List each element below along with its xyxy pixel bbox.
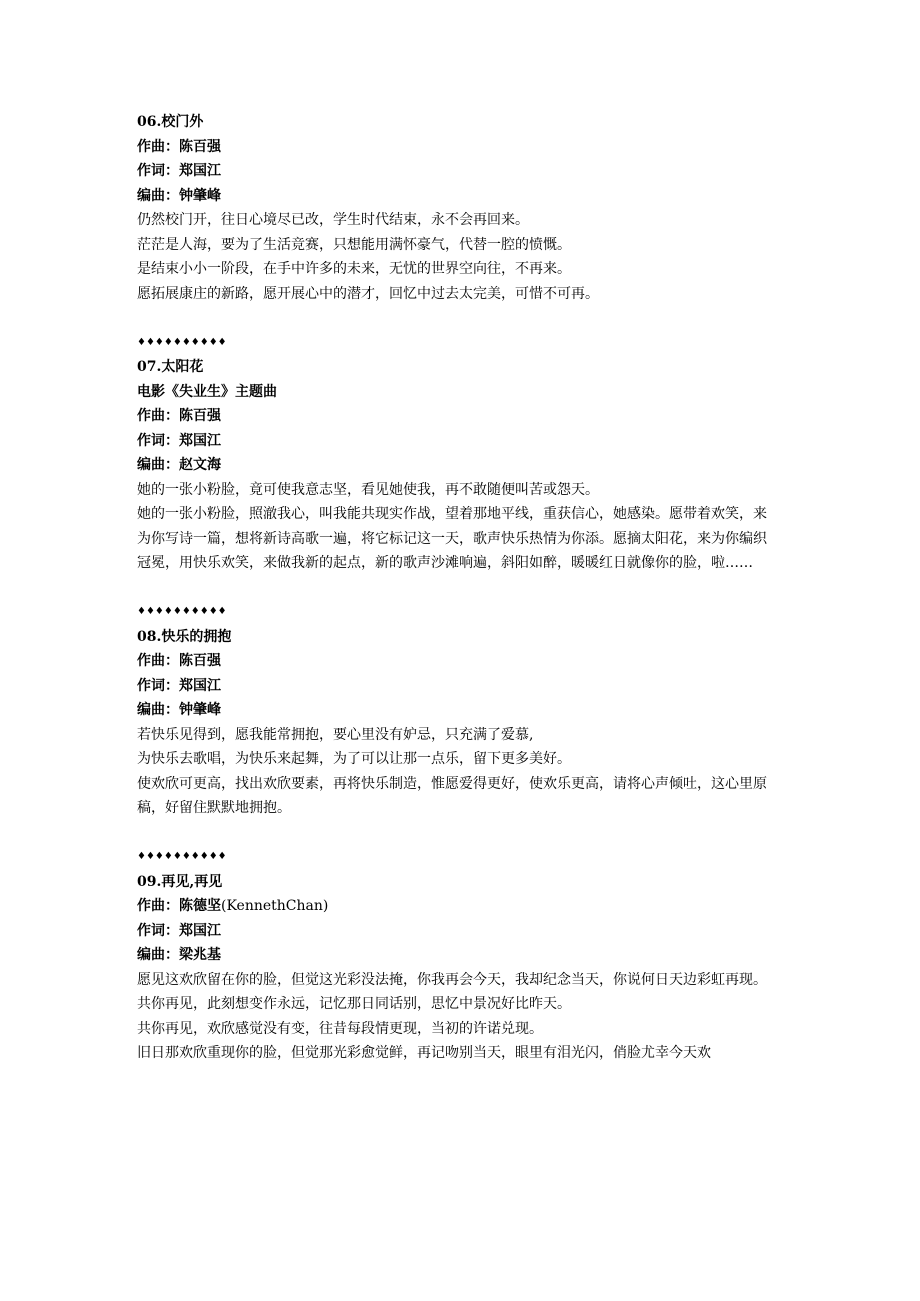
lyric-paragraph: 她的一张小粉脸，照澈我心，叫我能共现实作战，望着那地平线，重获信心，她感染。愿带着欢笑，来为你写诗一篇，想将新诗高歌一遍，将它标记这一天，歌声快乐热情为你添。愿摘太阳花，来为你编织冠冕，用快乐欢笑，来做我新的起点，新的歌声沙滩响遍，斜阳如醉，暖暖红日就像你的脸，啦…… <box>137 506 767 571</box>
spacer <box>137 821 777 846</box>
lyric-paragraph: 使欢欣可更高，找出欢欣要素，再将快乐制造，惟愿爱得更好，使欢乐更高，请将心声倾吐，这心里原稿，好留住默默地拥抱。 <box>137 775 767 816</box>
song-subtitle: 电影《失业生》主题曲 <box>137 383 277 400</box>
song-lyricist: 作词：郑国江 <box>137 163 221 179</box>
lyric-line: 为快乐去歌唱，为快乐来起舞，为了可以让那一点乐，留下更多美好。 <box>137 751 571 767</box>
lyric-line: 旧日那欢欣重现你的脸，但觉那光彩愈觉鲜，再记吻别当天，眼里有泪光闪，俏脸尤幸今天欢 <box>137 1045 711 1061</box>
song-lyricist: 作词：郑国江 <box>137 677 221 694</box>
lyric-line: 若快乐见得到，愿我能常拥抱，要心里没有妒忌，只充满了爱慕, <box>137 726 534 743</box>
song-arranger: 编曲：钟肇峰 <box>137 187 221 204</box>
spacer <box>137 306 777 331</box>
lyrics-content <box>137 110 777 1066</box>
song-title: 09.再见,再见 <box>137 873 223 890</box>
lyric-line: 仍然校门开，往日心境尽已改，学生时代结束，永不会再回来。 <box>137 212 529 228</box>
lyric-paragraph: 愿见这欢欣留在你的脸，但觉这光彩没法掩，你我再会今天，我却纪念当天，你说何日天边彩虹再现。 <box>137 971 767 988</box>
section-separator: ♦♦♦♦♦♦♦♦♦♦ <box>137 336 227 348</box>
song-composer: 作曲：陈德坚 <box>137 898 221 914</box>
song-title: 06.校门外 <box>137 114 204 130</box>
song-composer: 作曲：陈百强 <box>137 138 221 155</box>
lyric-line: 她的一张小粉脸，竟可使我意志坚，看见她使我，再不敢随便叫苦或怨天。 <box>137 481 599 498</box>
song-arranger: 编曲：钟肇峰 <box>137 702 221 718</box>
lyric-line: 共你再见，此刻想变作永远，记忆那日同话别，思忆中景况好比昨天。 <box>137 996 571 1012</box>
song-arranger: 编曲：梁兆基 <box>137 947 221 963</box>
song-composer: 作曲：陈百强 <box>137 653 221 669</box>
song-composer: 作曲：陈百强 <box>137 408 221 424</box>
section-separator: ♦♦♦♦♦♦♦♦♦♦ <box>137 606 227 617</box>
song-title: 07.太阳花 <box>137 359 204 375</box>
song-composer-line <box>137 894 777 919</box>
lyric-line: 共你再见，欢欣感觉没有变，往昔每段情更现，当初的许诺兑现。 <box>137 1020 543 1037</box>
lyric-line: 茫茫是人海，要为了生活竞赛，只想能用满怀豪气，代替一腔的愤慨。 <box>137 236 571 253</box>
song-lyricist: 作词：郑国江 <box>137 922 221 939</box>
lyric-line: 愿拓展康庄的新路，愿开展心中的潜才，回忆中过去太完美，可惜不可再。 <box>137 285 599 302</box>
lyric-line: 是结束小小一阶段，在手中许多的未来，无忧的世界空向往，不再来。 <box>137 261 571 277</box>
song-lyricist: 作词：郑国江 <box>137 432 221 449</box>
section-separator: ♦♦♦♦♦♦♦♦♦♦ <box>137 851 227 862</box>
spacer <box>137 576 777 601</box>
song-composer-english: (KennethChan) <box>221 898 329 914</box>
song-title: 08.快乐的拥抱 <box>137 628 232 645</box>
song-arranger: 编曲：赵文海 <box>137 457 221 473</box>
